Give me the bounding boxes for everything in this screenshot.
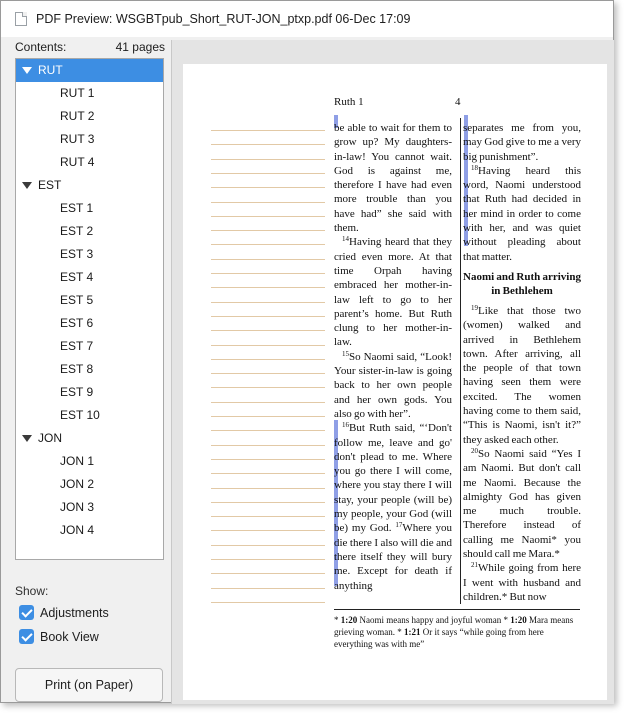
- tree-chapter-item[interactable]: RUT 2: [60, 109, 95, 123]
- guide-line: [211, 302, 325, 303]
- verse-text: Having heard that they cried even more. At that time Orpah having embraced her mother-in-law left to go to her parent’s home. But Ruth clung to her mother-in-law.: [334, 236, 452, 349]
- verse-paragraph: [334, 350, 452, 421]
- guide-line: [211, 488, 325, 489]
- guide-line: [211, 430, 325, 431]
- verse-paragraph: [463, 561, 581, 604]
- text-column-right: [463, 121, 581, 604]
- guide-line: [211, 273, 325, 274]
- guide-line: [211, 316, 325, 317]
- verse-paragraph: [463, 447, 581, 561]
- tree-chapter-item[interactable]: EST 8: [60, 362, 94, 376]
- contents-header: [15, 40, 165, 54]
- tree-chapter-item[interactable]: RUT 4: [60, 155, 95, 169]
- footnotes: [334, 614, 580, 650]
- tree-chapter-item[interactable]: EST 9: [60, 385, 94, 399]
- guide-line: [211, 202, 325, 203]
- adjustments-checkbox-row[interactable]: [19, 605, 109, 620]
- verse-text: Where you die there I also will die and there itself they will bury me. Except for death if anything: [334, 522, 453, 592]
- print-button[interactable]: Print (on Paper): [15, 668, 163, 702]
- running-head: Ruth 1: [334, 96, 364, 108]
- guide-line: [211, 330, 325, 331]
- guide-line: [211, 559, 325, 560]
- guide-line: [211, 545, 325, 546]
- guide-line: [211, 473, 325, 474]
- guide-line: [211, 230, 325, 231]
- tree-chapter-item[interactable]: JON 1: [60, 454, 95, 468]
- tree-book-rut[interactable]: [16, 59, 163, 82]
- verse-number: 19: [471, 303, 478, 312]
- tree-chapter-item[interactable]: EST 3: [60, 247, 94, 261]
- verse-text: But Ruth said, “‘Don't follow me, leave and go' don't plead to me. Where you go there I will come, where you stay there I will stay, your people (will be) my people, your God (will be) my God.: [334, 422, 452, 535]
- guide-line: [211, 516, 325, 517]
- page-count: 41 pages: [115, 40, 165, 54]
- footnote: [334, 615, 503, 625]
- tree-book-label: EST: [38, 178, 62, 192]
- book-view-label[interactable]: Book View: [40, 629, 99, 644]
- tree-chapter-item[interactable]: EST 1: [60, 201, 94, 215]
- page-number: 4: [455, 96, 461, 108]
- book-view-checkbox[interactable]: [19, 629, 34, 644]
- guide-line: [211, 373, 325, 374]
- guide-line: [211, 216, 325, 217]
- guide-line: [211, 445, 325, 446]
- tree-chapter-item[interactable]: JON 4: [60, 523, 95, 537]
- guide-line: [211, 530, 325, 531]
- tree-chapter-item[interactable]: JON 3: [60, 500, 95, 514]
- verse-text: So Naomi said “Yes I am Naomi. But don't call me Naomi. Because the almighty God has given me much trouble. Therefore instead of calling me Naomi* you should call me Mara.*: [463, 447, 581, 561]
- guide-line: [211, 502, 325, 503]
- guide-line: [211, 416, 325, 417]
- book-view-checkbox-row[interactable]: [19, 629, 99, 644]
- title-bar: [1, 1, 613, 37]
- tree-chapter-item[interactable]: EST 7: [60, 339, 94, 353]
- guide-line: [211, 588, 325, 589]
- verse-text: be able to wait for them to grow up? My daughters-in-law! You cannot wait. God is against me, therefore I have had even more trouble than you have had” she said with them.: [334, 122, 452, 235]
- guide-line: [211, 144, 325, 145]
- guide-line: [211, 345, 325, 346]
- show-label: Show:: [15, 584, 49, 598]
- verse-paragraph: [334, 235, 452, 349]
- contents-tree[interactable]: [15, 58, 164, 560]
- tree-chapter-item[interactable]: RUT 3: [60, 132, 95, 146]
- verse-text: Like that those two (women) walked and arrived in Bethlehem town. After arriving, all the people of that town having seen them were excited. The women having come to them said, “This is Naomi, isn't it?” they asked each other.: [463, 304, 581, 446]
- section-heading: Naomi and Ruth arriving in Bethlehem: [463, 270, 581, 297]
- verse-number: 17: [395, 521, 403, 530]
- footnote-marker: *: [503, 615, 511, 625]
- tree-chapter-item[interactable]: JON 2: [60, 477, 95, 491]
- footnote-text: Or it says “while going from here everything was with me”: [334, 627, 544, 649]
- guide-line: [211, 573, 325, 574]
- guide-line: [211, 287, 325, 288]
- guide-line: [211, 387, 325, 388]
- document-icon: [15, 12, 27, 26]
- tree-chapter-item[interactable]: EST 5: [60, 293, 94, 307]
- tree-book-jon[interactable]: [16, 427, 163, 450]
- verse-paragraph: [463, 304, 581, 447]
- verse-number: 20: [471, 446, 478, 455]
- tree-chapter-item[interactable]: EST 2: [60, 224, 94, 238]
- verse-text: separates me from you, may God give to me a very big punishment”.: [463, 122, 581, 163]
- tree-chapter-item[interactable]: EST 10: [60, 408, 100, 422]
- tree-chapter-item[interactable]: RUT 1: [60, 86, 95, 100]
- text-column-left: [334, 121, 452, 593]
- guide-line: [211, 402, 325, 403]
- verse-number: 16: [342, 421, 349, 430]
- guide-line: [211, 187, 325, 188]
- guide-line: [211, 159, 325, 160]
- contents-label: Contents:: [15, 40, 67, 54]
- tree-book-label: JON: [38, 431, 62, 445]
- tree-chapter-item[interactable]: EST 4: [60, 270, 94, 284]
- expand-triangle-icon[interactable]: [22, 435, 32, 442]
- verse-text: So Naomi said, “Look! Your sister-in-law is going back to her own people and her own gods. You also go with her”.: [334, 350, 452, 420]
- verse-number: 14: [342, 235, 349, 244]
- column-divider: [460, 118, 461, 604]
- footnote-ref: 1:20: [510, 615, 527, 625]
- guide-line: [211, 130, 325, 131]
- guide-line: [211, 173, 325, 174]
- window-title: PDF Preview: WSGBTpub_Short_RUT-JON_ptxp.pdf 06-Dec 17:09: [36, 12, 411, 26]
- expand-triangle-icon[interactable]: [22, 67, 32, 74]
- guide-line: [211, 602, 325, 603]
- footnote-marker: *: [334, 615, 341, 625]
- adjustments-checkbox[interactable]: [19, 605, 34, 620]
- footnote-ref: 1:20: [340, 615, 358, 625]
- expand-triangle-icon[interactable]: [22, 182, 32, 189]
- adjustments-label[interactable]: Adjustments: [40, 605, 109, 620]
- tree-book-label: RUT: [38, 63, 63, 77]
- verse-paragraph: [463, 121, 581, 164]
- verse-number: 18: [471, 163, 478, 172]
- footnote-rule: [334, 609, 580, 610]
- guide-line: [211, 359, 325, 360]
- guide-line: [211, 244, 325, 245]
- guide-line: [211, 259, 325, 260]
- pdf-page: [183, 64, 607, 700]
- tree-book-est[interactable]: [16, 174, 163, 197]
- preview-area[interactable]: [171, 40, 614, 704]
- verse-paragraph: [463, 164, 581, 264]
- verse-number: 15: [342, 349, 349, 358]
- verse-number: 21: [471, 561, 478, 570]
- left-panel: [1, 37, 172, 702]
- verse-text: While going from here I went with husband and children.* But now: [463, 562, 581, 603]
- footnote-text: Naomi means happy and joyful woman: [359, 615, 502, 625]
- guide-line: [211, 459, 325, 460]
- verse-paragraph: [334, 421, 452, 593]
- verse-paragraph: [334, 121, 452, 235]
- footnote-marker: *: [397, 627, 404, 637]
- footnote-ref: 1:21: [404, 627, 421, 637]
- footnote-text: Mara means grieving woman.: [334, 615, 574, 637]
- tree-chapter-item[interactable]: EST 6: [60, 316, 94, 330]
- verse-text: Having heard this word, Naomi understood that Ruth had decided in her mind in order to come with her, and was quiet without pleading about that matter.: [463, 164, 581, 263]
